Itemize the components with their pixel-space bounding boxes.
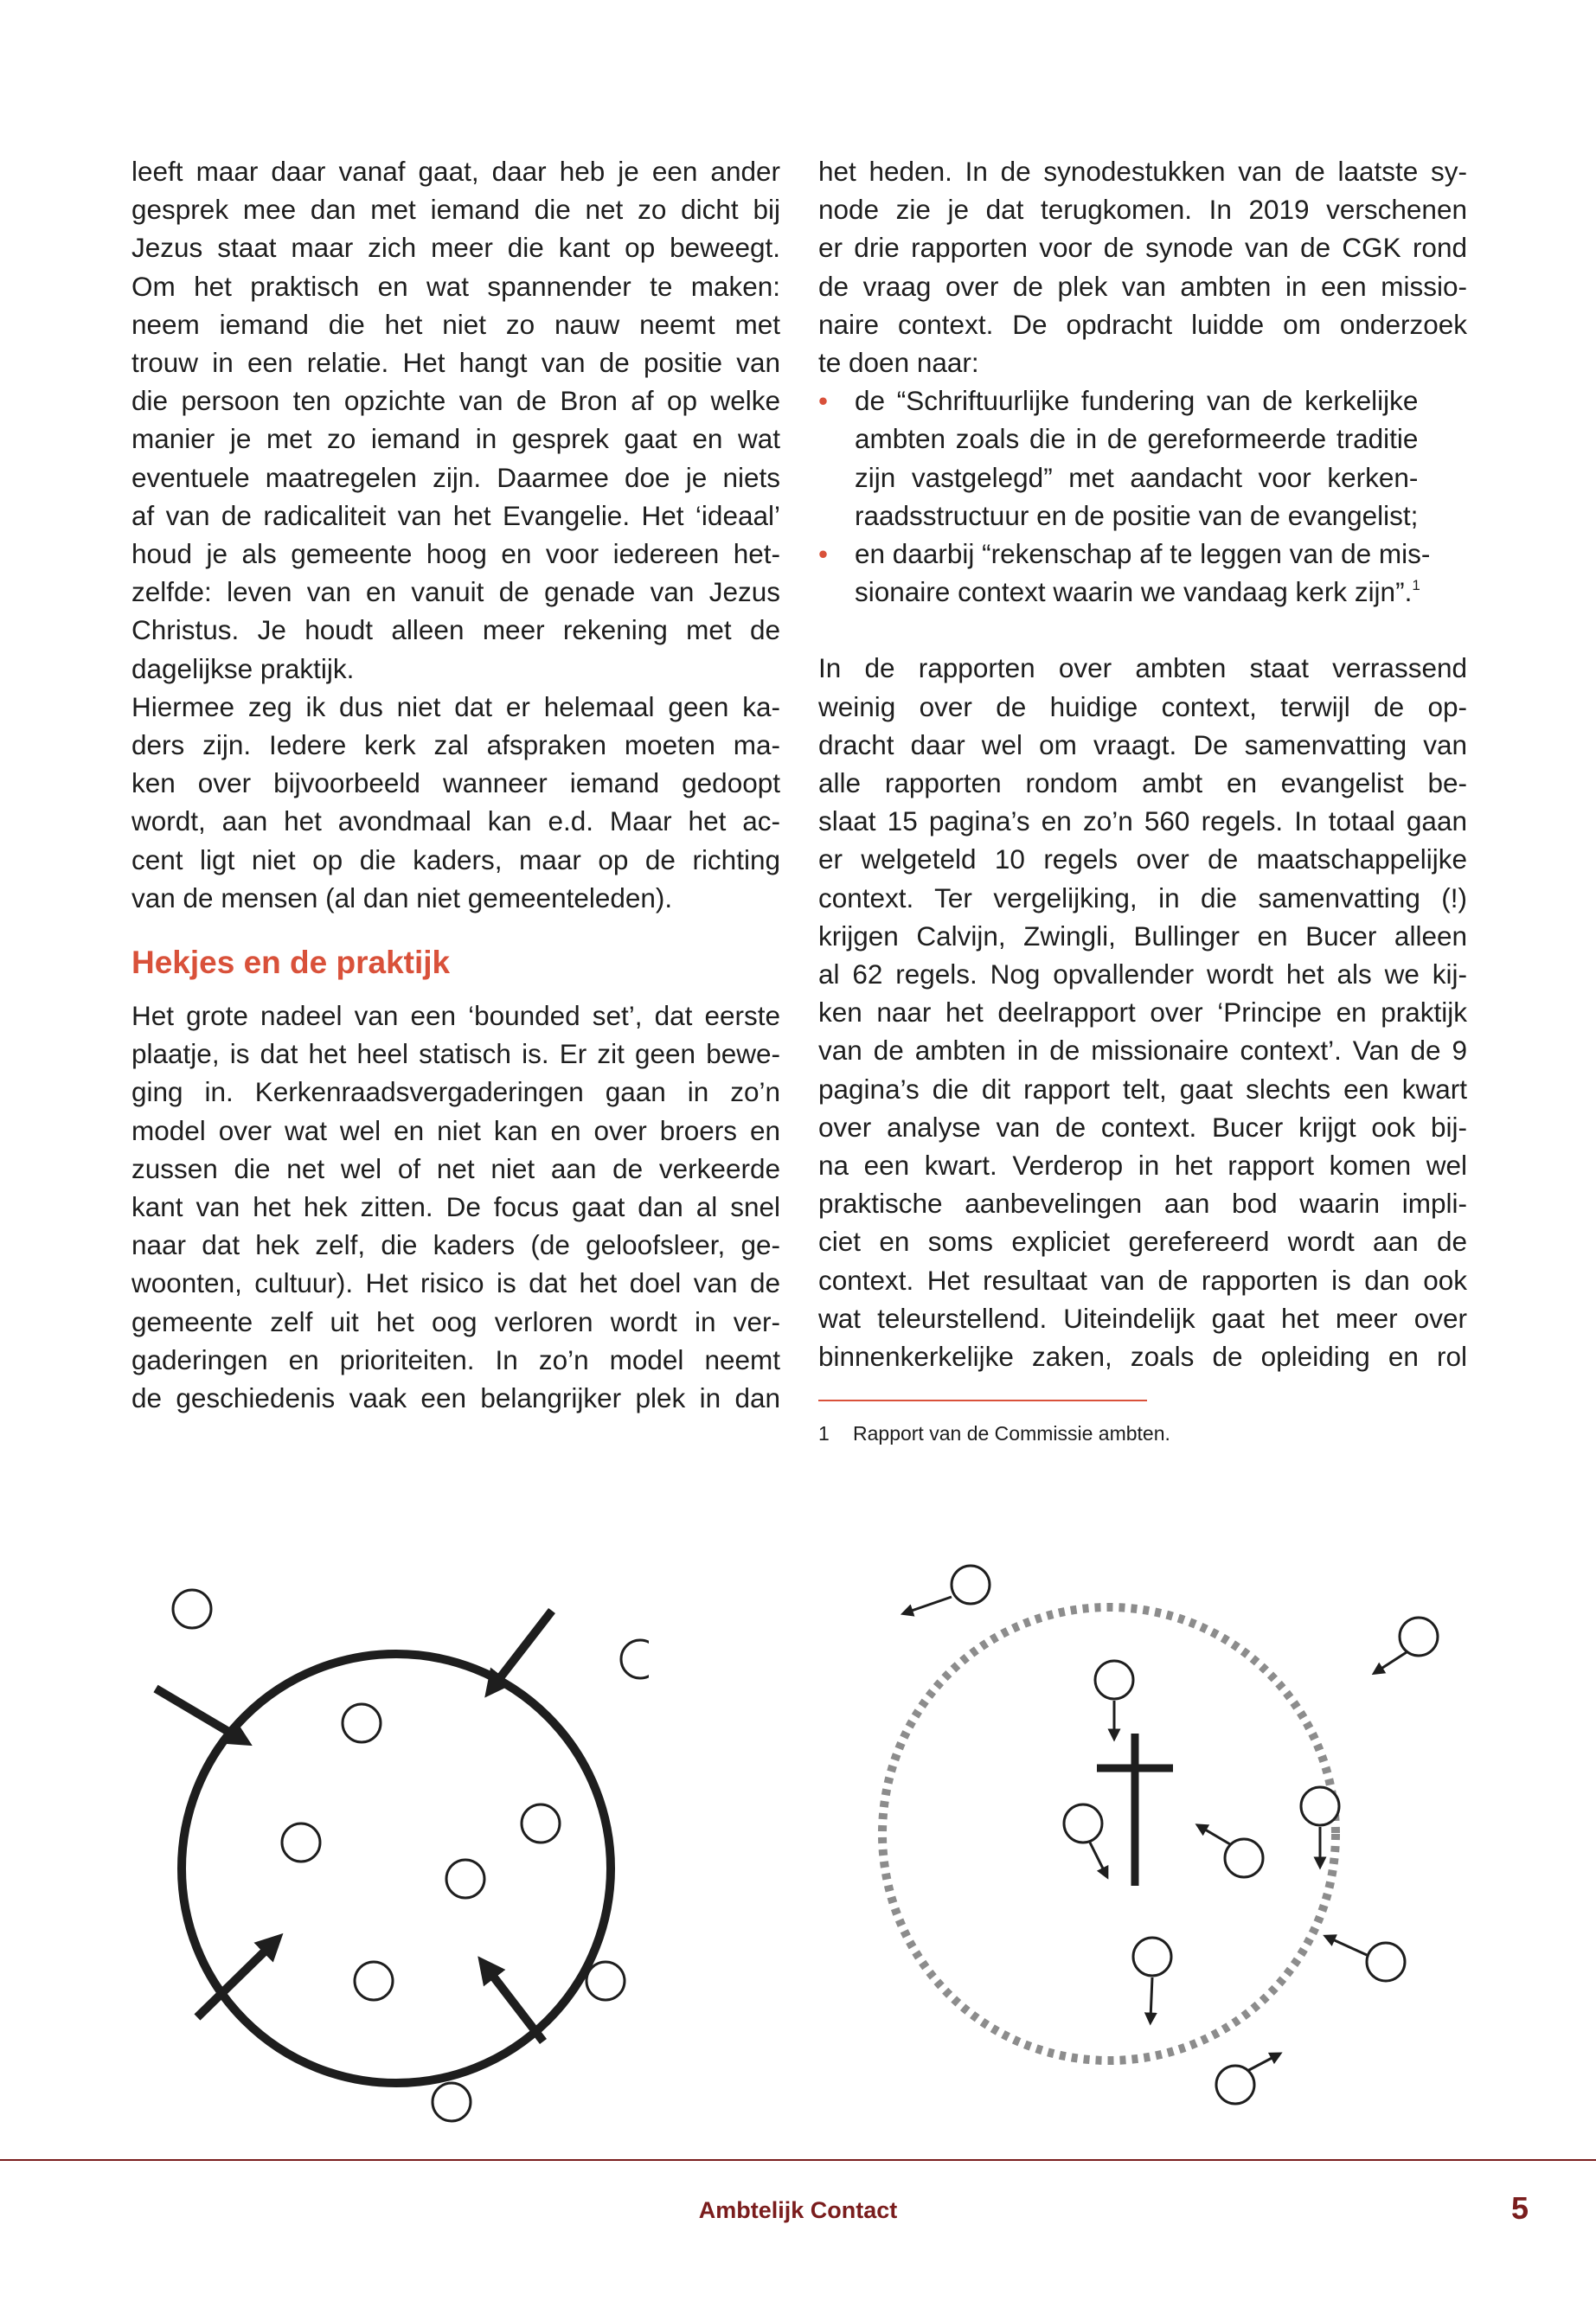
text-line: van de ambten in de missionaire context’. Van de 9 <box>818 1035 1467 1067</box>
person-inside-1 <box>343 1704 381 1742</box>
footnote-reference: 1 <box>1412 576 1420 593</box>
centered-set-diagram <box>874 1557 1479 2145</box>
text-line: en daarbij “rekenschap af te leggen van de mis- <box>855 538 1431 570</box>
footnote-number: 1 <box>818 1422 830 1445</box>
person-4 <box>1064 1804 1102 1843</box>
text-line: cent ligt niet op die kaders, maar op de richting <box>131 843 780 875</box>
person-1 <box>952 1566 990 1604</box>
text-line: manier je met zo iemand in gesprek gaat en wat <box>131 423 780 455</box>
left-paragraph-1 <box>131 152 780 688</box>
person-6 <box>1301 1787 1339 1825</box>
person-inside-4 <box>446 1860 484 1898</box>
text-line: eventuele maatregelen zijn. Daarmee doe je niets <box>131 461 780 493</box>
text-line: die persoon ten opzichte van de Bron af op welke <box>131 385 780 417</box>
footnote <box>818 1420 1467 1446</box>
text-line: dagelijkse praktijk. <box>131 652 355 684</box>
right-paragraph-1 <box>818 152 1467 381</box>
text-line: ciet en soms expliciet gerefereerd wordt aan de <box>818 1226 1467 1258</box>
arrow-5 <box>1201 1827 1230 1844</box>
text-line: van de mensen (al dan niet gemeenteleden). <box>131 881 673 913</box>
text-line: gesprek mee dan met iemand die net zo dicht bij <box>131 194 780 226</box>
text-line <box>855 573 1430 611</box>
arrow-8 <box>1151 1977 1152 2019</box>
text-line: ders zijn. Iedere kerk zal afspraken moeten ma- <box>131 729 780 761</box>
bullet-marker: • <box>818 538 829 570</box>
text-line: neem iemand die het niet zo nauw neemt met <box>131 308 780 340</box>
text-line: zijn vastgelegd” met aandacht voor kerken- <box>855 461 1419 493</box>
bullet-marker: • <box>818 385 829 417</box>
person-5 <box>1225 1839 1263 1877</box>
bullet-item <box>818 381 1467 535</box>
text-line: ken naar het deelrapport over ‘Principe en praktijk <box>818 997 1467 1029</box>
text-line: woonten, cultuur). Het risico is dat het doel van de <box>131 1267 780 1299</box>
text-line: na een kwart. Verderop in het rapport komen wel <box>818 1150 1467 1182</box>
text-line: gemeente zelf uit het oog verloren wordt in ver- <box>131 1305 780 1337</box>
bullet-item <box>818 535 1467 611</box>
arrow-7 <box>1329 1938 1367 1955</box>
arrow-in-top-right <box>493 1611 552 1687</box>
person-2 <box>1400 1618 1438 1656</box>
person-inside-3 <box>522 1804 560 1843</box>
text-line: ken over bijvoorbeeld wanneer iemand gedoopt <box>131 767 780 799</box>
text-line: het heden. In de synodestukken van de laatste sy- <box>818 156 1467 187</box>
person-outside-3 <box>586 1962 625 2000</box>
boundary-circle <box>182 1654 611 2083</box>
text-line: Jezus staat maar zich meer die kant op beweegt. <box>131 232 780 264</box>
page-number: 5 <box>1510 2190 1529 2226</box>
text-line: context. Het resultaat van de rapporten is dan ook <box>818 1264 1467 1296</box>
arrow-9 <box>1247 2055 1277 2071</box>
text-line: er drie rapporten voor de synode van de CGK rond <box>818 232 1467 264</box>
text-line: node zie je dat terugkomen. In 2019 verschenen <box>818 194 1467 226</box>
text-line: plaatje, is dat het heel statisch is. Er zit geen bewe- <box>131 1038 780 1070</box>
text-line: ambten zoals die in de gereformeerde traditie <box>855 423 1419 455</box>
text-line: Hiermee zeg ik dus niet dat er helemaal geen ka- <box>131 690 780 722</box>
text-line: model over wat wel en niet kan en over broers en <box>131 1114 780 1146</box>
text-line: raadsstructuur en de positie van de evangelist; <box>855 499 1419 531</box>
text-line: ging in. Kerkenraadsvergaderingen gaan in zo’n <box>131 1076 780 1108</box>
person-outside-4 <box>433 2083 471 2121</box>
arrow-in-top-left <box>156 1689 240 1739</box>
text-line: praktische aanbevelingen aan bod waarin impli- <box>818 1188 1467 1220</box>
arrow-1 <box>907 1597 952 1612</box>
cross-icon <box>1097 1734 1173 1886</box>
text-line: de “Schriftuurlijke fundering van de kerkelijke <box>855 385 1419 417</box>
text-line: zelfde: leven van en vanuit de genade van Jezus <box>131 576 780 608</box>
text-line: trouw in een relatie. Het hangt van de positie van <box>131 347 780 379</box>
left-paragraph-3 <box>131 997 780 1417</box>
text-line: In de rapporten over ambten staat verrassend <box>818 652 1467 684</box>
text-line: gaderingen en prioriteiten. In zo’n model neemt <box>131 1343 780 1375</box>
text-line: af van de radicaliteit van het Evangelie. Het ‘ideaal’ <box>131 499 780 531</box>
footer-title: Ambtelijk Contact <box>698 2197 898 2223</box>
right-column <box>818 152 1467 1446</box>
footnote-text: Rapport van de Commissie ambten. <box>853 1422 1170 1445</box>
text-line: wat teleurstellend. Uiteindelijk gaat het meer over <box>818 1302 1467 1334</box>
text-line: binnenkerkelijke zaken, zoals de opleiding en rol <box>818 1341 1467 1373</box>
text-line: over analyse van de context. Bucer krijgt ook bij- <box>818 1111 1467 1143</box>
text-line: houd je als gemeente hoog en voor iedereen het- <box>131 538 780 570</box>
text-line: wordt, aan het avondmaal kan e.d. Maar het ac- <box>131 805 780 837</box>
text-line: de vraag over de plek van ambten in een missio- <box>818 270 1467 302</box>
left-column <box>131 152 780 1417</box>
footnote-divider <box>818 1400 1147 1401</box>
text-line: Het grote nadeel van een ‘bounded set’, dat eerste <box>131 1000 780 1032</box>
bounded-set-diagram <box>130 1557 649 2145</box>
right-paragraph-2 <box>818 649 1467 1375</box>
text-line: al 62 regels. Nog opvallender wordt het als we kij- <box>818 958 1467 990</box>
person-7 <box>1367 1943 1405 1981</box>
person-8 <box>1133 1938 1171 1976</box>
text-line: dracht daar wel om vraagt. De samenvatting van <box>818 728 1467 760</box>
text-line-content: sionaire context waarin we vandaag kerk zijn”. <box>855 576 1413 608</box>
text-line: te doen naar: <box>818 347 979 379</box>
left-paragraph-2 <box>131 688 780 917</box>
text-line: pagina’s die dit rapport telt, gaat slechts een kwart <box>818 1073 1467 1105</box>
text-line: er welgeteld 10 regels over de maatschappelijke <box>818 843 1467 875</box>
text-line: krijgen Calvijn, Zwingli, Bullinger en Bucer alleen <box>818 920 1467 952</box>
text-line: Christus. Je houdt alleen meer rekening met de <box>131 614 780 646</box>
footer-divider <box>0 2159 1596 2161</box>
text-line: slaat 15 pagina’s en zo’n 560 regels. In totaal gaan <box>818 805 1467 837</box>
text-line: alle rapporten rondom ambt en evangelist be- <box>818 767 1467 799</box>
text-line: Om het praktisch en wat spannender te maken: <box>131 270 780 302</box>
text-line: de geschiedenis vaak een belangrijker plek in dan <box>131 1382 780 1414</box>
text-line: leeft maar daar vanaf gaat, daar heb je een ander <box>131 156 780 187</box>
text-line: context. Ter vergelijking, in die samenvatting (!) <box>818 881 1467 913</box>
text-line: weinig over de huidige context, terwijl de op- <box>818 690 1467 722</box>
text-line: naar dat hek zelf, die kaders (de geloofsleer, ge- <box>131 1229 780 1261</box>
arrow-in-bottom-right <box>486 1967 543 2041</box>
text-line: kant van het hek zitten. De focus gaat dan al snel <box>131 1191 780 1223</box>
person-3 <box>1095 1661 1133 1699</box>
person-outside-1 <box>173 1590 211 1628</box>
person-inside-2 <box>282 1823 320 1862</box>
person-outside-2 <box>621 1640 649 1678</box>
text-line: naire context. De opdracht luidde om onderzoek <box>818 308 1467 340</box>
arrow-2 <box>1377 1652 1407 1671</box>
text-line: zussen die net wel of net niet aan de verkeerde <box>131 1152 780 1184</box>
paragraph-gap <box>818 611 1467 649</box>
person-inside-5 <box>355 1962 393 2000</box>
section-heading: Hekjes en de praktijk <box>131 945 451 981</box>
arrow-4 <box>1090 1843 1106 1874</box>
